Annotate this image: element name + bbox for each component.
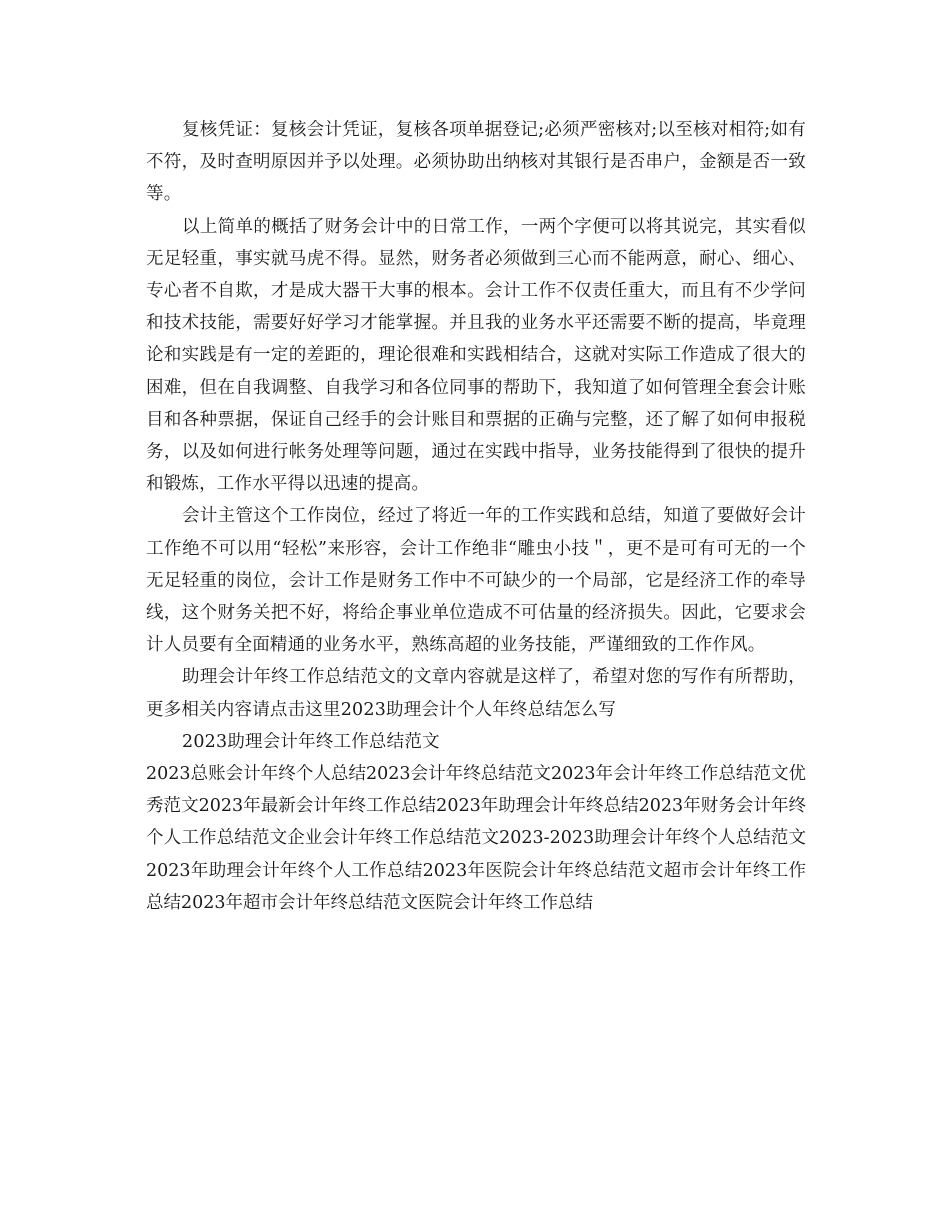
paragraph-accounting-supervisor: 会计主管这个工作岗位，经过了将近一年的工作实践和总结，知道了要做好会计工作绝不可以用“轻松”来形容，会计工作绝非“雕虫小技＂，更不是可有可无的一个无足轻重的岗位，会计工作是财务工作中不可缺少的一个局部，它是经济工作的牵导线，这个财务关把不好，将给企事业单位造成不可估量的经济损失。因此，它要求会计人员要有全面精通的业务水平，熟练高超的业务技能，严谨细致的工作作风。 bbox=[146, 506, 806, 656]
paragraph-daily-work-summary: 以上简单的概括了财务会计中的日常工作，一两个字便可以将其说完，其实看似无足轻重，事实就马虎不得。显然，财务者必须做到三心而不能两意，耐心、细心、专心者不自欺，才是成大器干大事的根本。会计工作不仅责任重大，而且有不少学问和技术技能，需要好好学习才能掌握。并且我的业务水平还需要不断的提高，毕竟理论和实践是有一定的差距的，理论很难和实践相结合，这就对实际工作造成了很大的困难，但在自我调整、自我学习和各位同事的帮助下，我知道了如何管理全套会计账目和各种票据，保证自己经手的会计账目和票据的正确与完整，还了解了如何申报税务，以及如何进行帐务处理等问题，通过在实践中指导，业务技能得到了很快的提升和锻炼，工作水平得以迅速的提高。 bbox=[146, 216, 806, 495]
paragraph-closing-note: 助理会计年终工作总结范文的文章内容就是这样了，希望对您的写作有所帮助，更多相关内容请点击这里2023助理会计个人年终总结怎么写 bbox=[146, 667, 806, 720]
related-links-list: 2023总账会计年终个人总结2023会计年终总结范文2023年会计年终工作总结范文优秀范文2023年最新会计年终工作总结2023年助理会计年终总结2023年财务会计年终个人工作总结范文企业会计年终工作总结范文2023-2023助理会计年终个人总结范文2023年助理会计年终个人工作总结2023年医院会计年终总结范文超市会计年终工作总结2023年超市会计年终总结范文医院会计年终工作总结 bbox=[146, 764, 806, 913]
related-article-title: 2023助理会计年终工作总结范文 bbox=[182, 731, 440, 752]
paragraph-review-vouchers: 复核凭证：复核会计凭证，复核各项单据登记;必须严密核对;以至核对相符;如有不符，及时查明原因并予以处理。必须协助出纳核对其银行是否串户，金额是否一致等。 bbox=[146, 120, 806, 205]
document-page bbox=[146, 114, 806, 919]
